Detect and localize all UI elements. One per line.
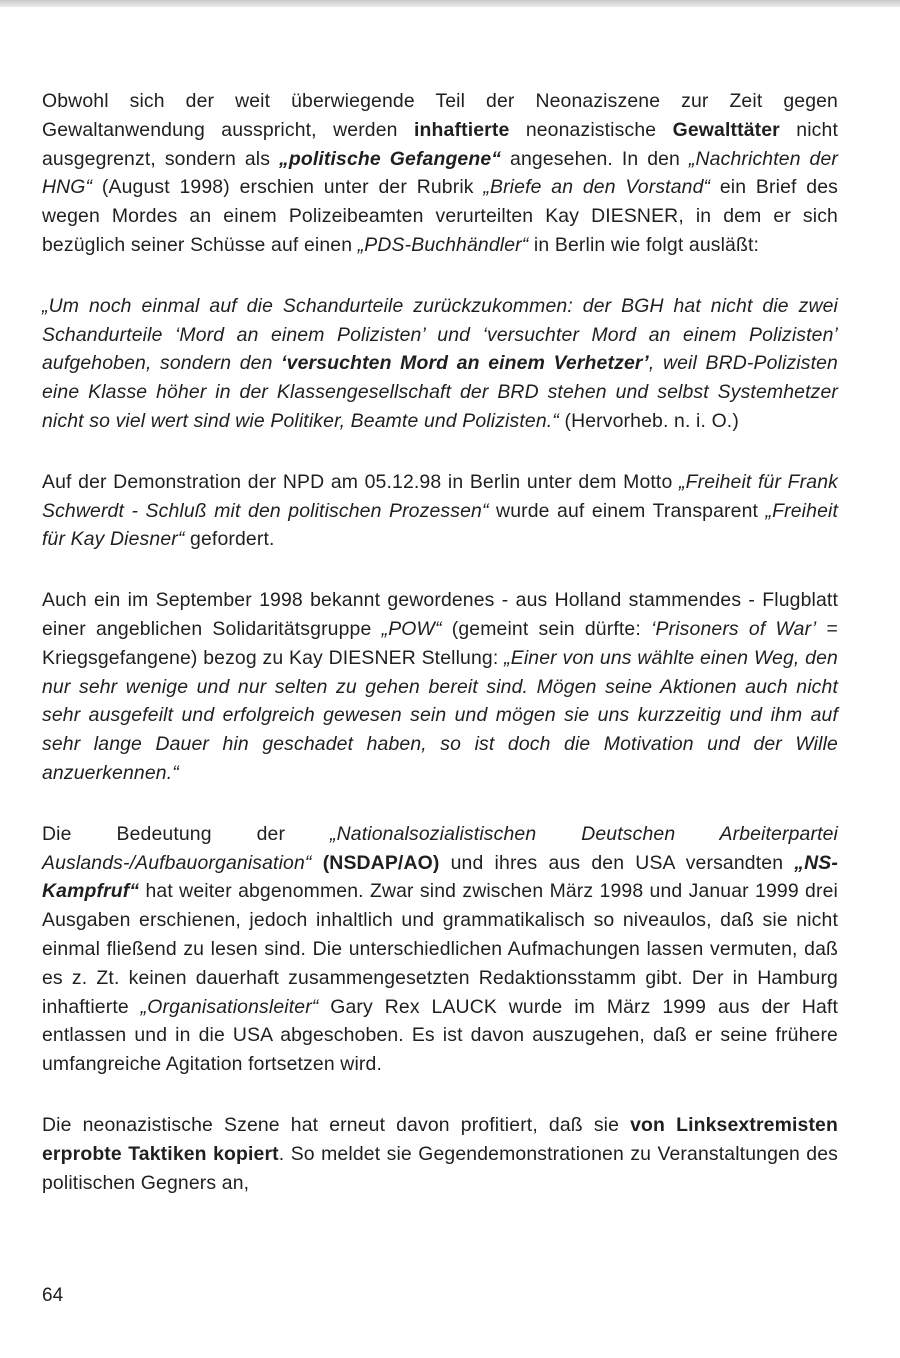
text-run: Auch ein im September 1998 bekannt gewordenes - aus Holland stammendes - Flugblatt einer angeblichen Solidaritätsgruppe [42,589,838,640]
paragraph-nsdap-ao [42,820,838,1079]
text-run: wurde auf einem Transparent [488,499,766,522]
bold-italic-title: „NS-Kampfruf“ [42,851,838,903]
italic-quote: „Organisationsleiter“ [140,995,319,1018]
text-run: Gary Rex LAUCK wurde im März 1999 aus der Haft entlassen und in die USA abgeschoben. Es ist davon auszugehen, daß er seine frühere umfangreiche Agitation fortsetzen wird. [42,995,839,1076]
bold-term: (NSDAP/AO) [322,851,440,874]
text-run: Obwohl sich der weit überwiegende Teil der Neonaziszene zur Zeit gegen Gewaltanwendung ausspricht, werden [42,90,838,141]
italic-quote: „PDS-Buchhändler“ [357,233,529,256]
text-run: Die Bedeutung der [42,822,331,845]
italic-quote: , weil BRD-Polizisten eine Klasse höher in der Klassengesellschaft der BRD stehen und selbst Systemhetzer nicht so viel wert sind wie Politiker, Beamte und Polizisten.“ [42,352,838,432]
text-run: gefordert. [184,528,275,551]
italic-quote: ‘Prisoners of War’ [651,617,817,640]
text-run: hat weiter abgenommen. Zwar sind zwischen März 1998 und Januar 1999 drei Ausgaben erschienen, jedoch inhaltlich und grammatikalisch so niveaulos, daß sie nicht einmal fließend zu lesen sind. Die unterschiedlichen Aufmachungen lassen vermuten, daß es z. Zt. keinen dauerhaft zusammengesetzten Redaktionsstamm gibt. Der in Hamburg inhaftierte [42,880,838,1018]
bold-term: Gewalttäter [672,118,780,141]
text-run: ein Brief des wegen Mordes an einem Polizeibeamten verurteilten Kay DIESNER, in dem er sich bezüglich seiner Schüsse auf einen [42,176,838,256]
paragraph-tactics [42,1111,838,1197]
paragraph-pow-flyer [42,586,838,788]
text-run: in Berlin wie folgt ausläßt: [528,233,760,256]
paragraph-hng-letter [42,87,838,260]
italic-title: „Briefe an den Vorstand“ [483,176,711,199]
text-run: Auf der Demonstration der NPD am 05.12.98 in Berlin unter dem Motto [42,470,679,493]
text-run: (Hervorheb. n. i. O.) [558,409,739,432]
bold-term: von Linksextremisten erprobte Taktiken kopiert [42,1113,838,1165]
text-run: . So meldet sie Gegendemonstrationen zu Veranstaltungen des politischen Gegners an, [42,1142,839,1194]
text-run [312,852,323,874]
italic-quote: „Einer von uns wählte einen Weg, den nur sehr wenige und nur selten zu gehen bereit sind. Mögen seine Aktionen auch nicht sehr ausgefeilt und erfolgreich gewesen sein und mögen sie uns kurzzeitig und ihm auf sehr lange Dauer hin geschadet haben, so ist doch die Motivation und der Wille anzuerkennen.“ [42,646,838,784]
top-edge-rule [0,0,900,7]
bold-term: inhaftierte [414,118,510,141]
bold-italic-quote: „politische Gefangene“ [278,147,502,170]
italic-quote: „Um noch einmal auf die Schandurteile zurückzukommen: der BGH hat nicht die zwei Schandurteile ‘Mord an einem Polizisten’ und ‘versuchter Mord an einem Polizisten’ aufgehoben, sondern den [42,294,838,375]
text-run: (August 1998) erschien unter der Rubrik [92,176,484,199]
text-run: Die neonazistische Szene hat erneut davon profitiert, daß sie [42,1113,631,1136]
text-run: und ihres aus den USA versandten [439,851,795,874]
italic-title: „Nationalsozialistischen Deutschen Arbeiterpartei Auslands-/Aufbauorganisation“ [42,822,839,874]
italic-quote: „POW“ [381,617,442,640]
italic-quote: „Freiheit für Frank Schwerdt - Schluß mit den politischen Prozessen“ [42,470,838,522]
page-body [42,87,838,1229]
paragraph-diesner-quote [42,292,838,436]
text-run: = Kriegsgefangene) bezog zu Kay DIESNER Stellung: [42,617,839,669]
text-run: angesehen. In den [501,147,689,170]
text-run: nicht ausgegrenzt, sondern als [42,118,838,170]
text-run: (gemeint sein dürfte: [441,617,652,640]
italic-quote: „Freiheit für Kay Diesner“ [42,499,838,551]
bold-italic-quote: ‘versuchten Mord an einem Verhetzer’ [281,352,649,375]
text-run: neonazistische [509,118,673,141]
page-number: 64 [42,1285,64,1306]
italic-title: „Nachrichten der HNG“ [42,147,839,199]
paragraph-npd-demonstration [42,468,838,554]
